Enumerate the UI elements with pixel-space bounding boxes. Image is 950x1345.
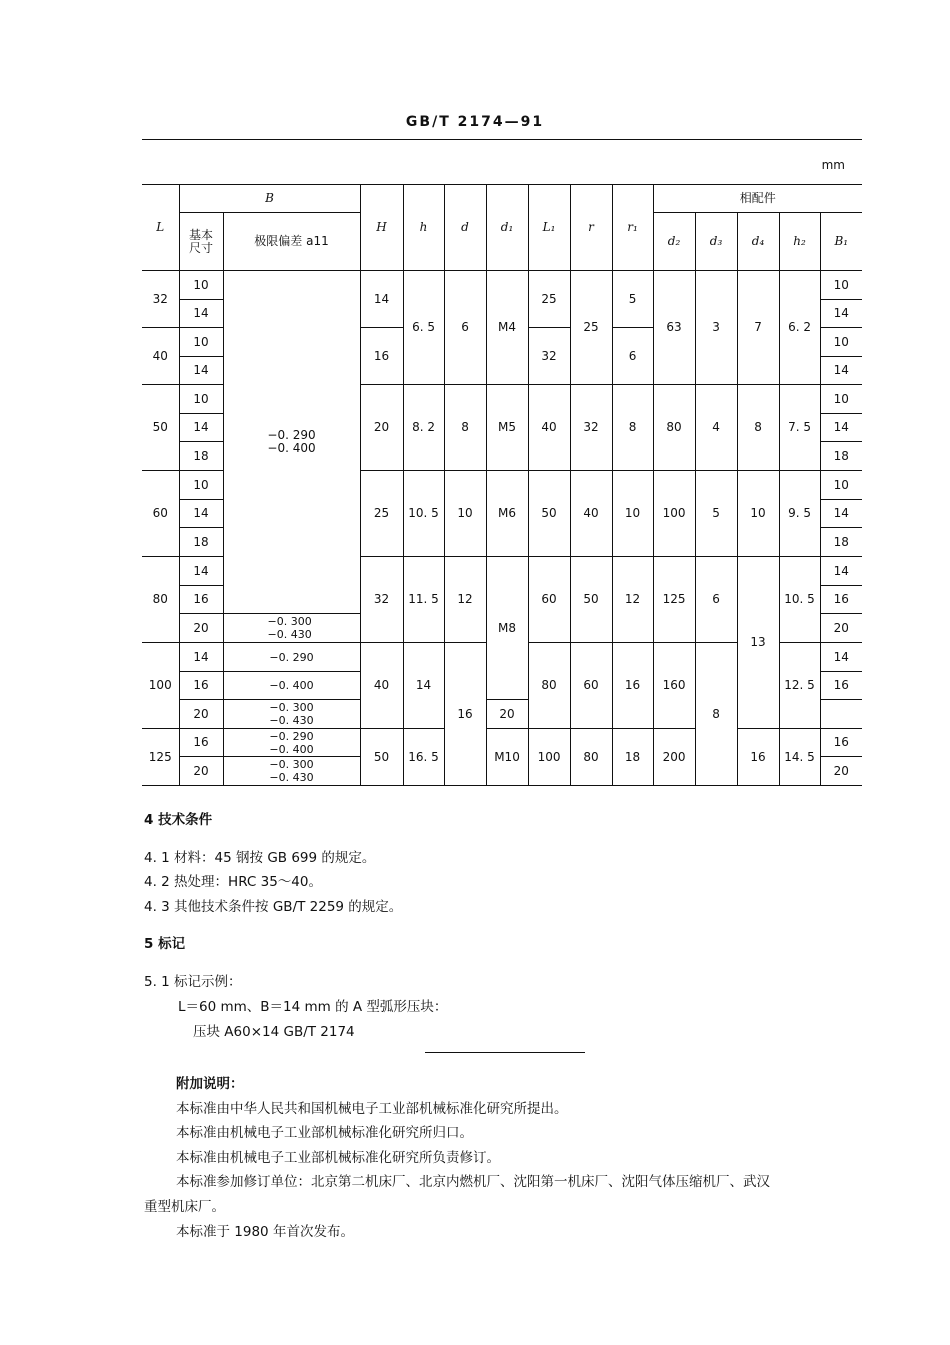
cell-B: 18: [179, 528, 223, 557]
cell-d3: 4: [695, 385, 737, 471]
cell-B: 14: [179, 557, 223, 586]
cell-B1: 10: [820, 328, 862, 357]
cell-d: 10: [444, 471, 486, 557]
cell-L1: 25: [528, 271, 570, 328]
note-line-2: 本标准由机械电子工业部机械标准化研究所归口。: [176, 1125, 473, 1141]
cell-L1: 80: [528, 643, 570, 729]
cell-B1: 10: [820, 471, 862, 500]
cell-r: 25: [570, 271, 612, 385]
cell-B1: 10: [820, 385, 862, 414]
cell-d: 12: [444, 557, 486, 643]
header-L: L: [142, 185, 179, 271]
cell-B1: 16: [820, 672, 862, 700]
header-r1: r₁: [612, 185, 653, 271]
cell-H: 50: [360, 729, 403, 786]
cell-H: 14: [360, 271, 403, 328]
cell-L1: 40: [528, 385, 570, 471]
section-5-item-1: 5. 1 标记示例：: [144, 974, 242, 990]
cell-B1: 14: [820, 500, 862, 528]
header-B: B: [179, 185, 360, 213]
cell-h: 11. 5: [403, 557, 444, 643]
cell-r: 50: [570, 557, 612, 643]
cell-d4: 13: [737, 557, 779, 729]
cell-h: 14: [403, 643, 444, 729]
header-d: d: [444, 185, 486, 271]
cell-L: 60: [142, 471, 179, 557]
cell-h2: 12. 5: [779, 643, 820, 729]
cell-tolerance: −0. 400: [223, 672, 360, 700]
cell-d4: 7: [737, 271, 779, 385]
cell-d4: 16: [737, 729, 779, 786]
cell-r1: 6: [612, 328, 653, 385]
header-B1: B₁: [820, 213, 862, 271]
cell-d1: M8: [486, 557, 528, 700]
cell-r1: 8: [612, 385, 653, 471]
cell-L: 32: [142, 271, 179, 328]
note-line-1: 本标准由中华人民共和国机械电子工业部机械标准化研究所提出。: [176, 1101, 568, 1117]
cell-L1: 32: [528, 328, 570, 385]
cell-d2: 100: [653, 471, 695, 557]
cell-B: 10: [179, 271, 223, 300]
note-line-4: 本标准参加修订单位：北京第二机床厂、北京内燃机厂、沈阳第一机床厂、沈阳气体压缩机厂、武汉: [176, 1174, 770, 1190]
cell-d1: M6: [486, 471, 528, 557]
cell-d4: 10: [737, 471, 779, 557]
cell-d4: 8: [737, 385, 779, 471]
cell-r1: 16: [612, 643, 653, 729]
cell-d2: 63: [653, 271, 695, 385]
cell-r: 32: [570, 385, 612, 471]
cell-B: 14: [179, 357, 223, 385]
header-h: h: [403, 185, 444, 271]
cell-h: 16. 5: [403, 729, 444, 786]
cell-B1: 20: [820, 757, 862, 786]
unit-label: mm: [821, 158, 845, 172]
header-r: r: [570, 185, 612, 271]
cell-L: 100: [142, 643, 179, 729]
cell-B: 14: [179, 643, 223, 672]
cell-H: 40: [360, 643, 403, 729]
header-B-tolerance: 极限偏差 a11: [223, 213, 360, 271]
cell-B: 20: [179, 757, 223, 786]
cell-d3: 5: [695, 471, 737, 557]
cell-d1: M4: [486, 271, 528, 385]
cell-B: 14: [179, 414, 223, 442]
note-line-5: 重型机床厂。: [144, 1199, 225, 1215]
cell-H: 16: [360, 328, 403, 385]
cell-L1: 60: [528, 557, 570, 643]
page-header: GB/T 2174—91: [405, 114, 545, 130]
cell-h2: 7. 5: [779, 385, 820, 471]
cell-d3: 6: [695, 557, 737, 643]
cell-tolerance: −0. 300 −0. 430: [223, 757, 360, 786]
cell-d2: 200: [653, 729, 695, 786]
dimension-table: [142, 184, 862, 786]
cell-B1: 14: [820, 300, 862, 328]
header-d4: d₄: [737, 213, 779, 271]
cell-h2: 10. 5: [779, 557, 820, 643]
cell-d2: 80: [653, 385, 695, 471]
cell-tolerance: −0. 300 −0. 430: [223, 614, 360, 643]
header-h2: h₂: [779, 213, 820, 271]
cell-B: 14: [179, 500, 223, 528]
marking-code: 压块 A60×14 GB/T 2174: [193, 1024, 355, 1040]
cell-L: 50: [142, 385, 179, 471]
cell-r1: 5: [612, 271, 653, 328]
cell-r: 60: [570, 643, 612, 729]
cell-d1: M5: [486, 385, 528, 471]
cell-L1: 50: [528, 471, 570, 557]
cell-r: 80: [570, 729, 612, 786]
cell-B: 20: [179, 614, 223, 643]
cell-B1: 14: [820, 643, 862, 672]
cell-B1: 18: [820, 528, 862, 557]
cell-h2: 9. 5: [779, 471, 820, 557]
header-mating: 相配件: [653, 185, 862, 213]
cell-tolerance: −0. 290 −0. 400: [223, 729, 360, 757]
cell-d2: 160: [653, 643, 695, 729]
section-4-item-2: 4. 2 热处理：HRC 35～40。: [144, 874, 322, 890]
header-rule: [142, 139, 862, 140]
cell-r1: 12: [612, 557, 653, 643]
notes-title: 附加说明：: [176, 1076, 244, 1092]
note-line-6: 本标准于 1980 年首次发布。: [176, 1224, 354, 1240]
cell-B1: 10: [820, 271, 862, 300]
header-H: H: [360, 185, 403, 271]
section-4-heading: 4 技术条件: [144, 812, 213, 828]
cell-h: 6. 5: [403, 271, 444, 385]
notes-divider: [425, 1052, 585, 1053]
cell-B: 20: [179, 700, 223, 729]
cell-L: 125: [142, 729, 179, 786]
cell-d1: M10: [486, 729, 528, 786]
cell-r1: 10: [612, 471, 653, 557]
cell-d2: 125: [653, 557, 695, 643]
cell-B1: 16: [820, 586, 862, 614]
cell-tolerance-main: −0. 290 −0. 400: [223, 271, 360, 614]
cell-B: 10: [179, 471, 223, 500]
header-B-basic: 基本 尺寸: [179, 213, 223, 271]
cell-B1: 14: [820, 357, 862, 385]
cell-B: 16: [179, 672, 223, 700]
cell-B1: 20: [486, 700, 528, 729]
cell-B1: 16: [820, 729, 862, 757]
cell-B: 14: [179, 300, 223, 328]
header-d3: d₃: [695, 213, 737, 271]
cell-B: 16: [179, 586, 223, 614]
cell-B: 18: [179, 442, 223, 471]
cell-r1: 18: [612, 729, 653, 786]
cell-B: 10: [179, 385, 223, 414]
cell-tolerance: −0. 300 −0. 430: [223, 700, 360, 729]
cell-B1: 18: [820, 442, 862, 471]
cell-d: 8: [444, 385, 486, 471]
note-line-3: 本标准由机械电子工业部机械标准化研究所负责修订。: [176, 1150, 500, 1166]
cell-h2: 6. 2: [779, 271, 820, 385]
cell-tolerance: −0. 290: [223, 643, 360, 672]
section-4-item-3: 4. 3 其他技术条件按 GB/T 2259 的规定。: [144, 899, 403, 915]
cell-h: 8. 2: [403, 385, 444, 471]
cell-B: 16: [179, 729, 223, 757]
header-L1: L₁: [528, 185, 570, 271]
cell-H: 20: [360, 385, 403, 471]
cell-B1: 14: [820, 414, 862, 442]
cell-h2: 14. 5: [779, 729, 820, 786]
cell-B: 10: [179, 328, 223, 357]
cell-d3: 8: [695, 643, 737, 786]
cell-d: 6: [444, 271, 486, 385]
cell-H: 32: [360, 557, 403, 643]
marking-example-line: L＝60 mm、B＝14 mm 的 A 型弧形压块：: [178, 999, 448, 1015]
cell-h: 10. 5: [403, 471, 444, 557]
header-d2: d₂: [653, 213, 695, 271]
cell-L1: 100: [528, 729, 570, 786]
cell-d: 16: [444, 643, 486, 786]
cell-r: 40: [570, 471, 612, 557]
section-4-item-1: 4. 1 材料：45 钢按 GB 699 的规定。: [144, 850, 376, 866]
header-d1: d₁: [486, 185, 528, 271]
section-5-heading: 5 标记: [144, 936, 186, 952]
cell-B1: 20: [820, 614, 862, 643]
cell-L: 40: [142, 328, 179, 385]
cell-L: 80: [142, 557, 179, 643]
cell-B1: 14: [820, 557, 862, 586]
cell-d3: 3: [695, 271, 737, 385]
cell-H: 25: [360, 471, 403, 557]
